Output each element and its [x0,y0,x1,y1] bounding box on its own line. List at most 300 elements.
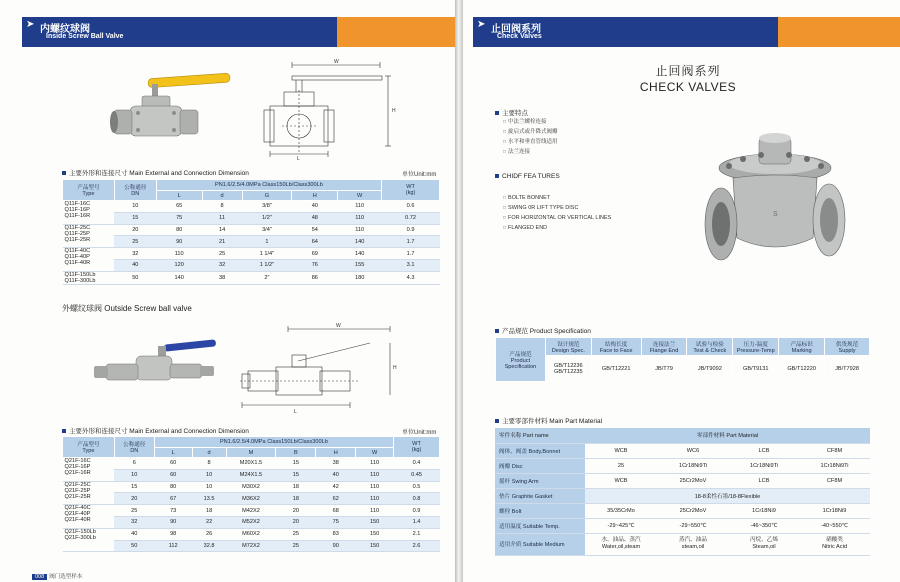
dim2-label-l: L [294,409,297,415]
table-cell: 3/8" [242,201,292,213]
table-cell: 110 [356,458,394,470]
material-row-label: 螺栓 Bolt [495,503,585,518]
spec-header-zh: 产品标识 [790,341,813,348]
table-row [63,481,440,493]
table-row [63,201,440,213]
spec-header [733,338,779,356]
table-cell: 0.9 [394,505,440,517]
type-cell [63,224,115,248]
table-cell: 10 [114,469,154,481]
table2-unit: 单位Unit:mm [402,430,437,436]
right-header-band [473,17,900,47]
table-cell: 80 [156,224,202,236]
table1-head-dn: 公称通径 DN [114,180,156,201]
left-footer [32,572,82,580]
table-cell: 40 [292,201,338,213]
table-cell: 0.9 [382,224,440,236]
material-cell [585,533,657,555]
table-cell: 65 [156,201,202,213]
type-cell [63,248,115,272]
chevron-right-icon: ➤ [477,19,486,30]
right-header-title-zh: 止回阀系列 [491,24,541,35]
medium-zh: 蒸汽、油品 [679,537,707,543]
table-cell: 150 [356,540,394,552]
material-cell [799,533,870,555]
feature-item: □ 水平和垂直管线适用 [503,137,558,147]
table-cell: 1.7 [382,248,440,260]
features-zh-list [503,117,558,157]
table-cell: 2.6 [394,540,440,552]
type-cell [63,528,115,552]
table2-section-title: 主要外形和连接尺寸 Main External and Connection Dimension [62,426,249,435]
table-cell: 10 [114,201,156,213]
feature-item: □ 旋启式或升降式阀瓣 [503,127,558,137]
table-cell: 86 [292,271,338,284]
outside-screw-valve-drawing [240,325,400,417]
table-row [63,493,440,505]
table1-head-group: PN1.6/2.5/4.0MPa Class150Lb/Class300Lb [156,180,381,191]
table-cell: 22 [192,516,226,528]
table-row [495,488,870,503]
table-cell: 20 [114,224,156,236]
table-cell: 26 [192,528,226,540]
spec-header [825,338,870,356]
table-cell: 11 [202,212,242,224]
type-name: Q21F-16C [64,458,91,464]
material-cell: -29~550℃ [657,518,729,533]
material-cell: LCB [729,443,799,458]
table-cell: 25 [276,540,316,552]
outside-screw-valve-photo [92,340,227,400]
material-head-material: 零部件材料 Part Material [585,428,870,443]
right-header-title-en: Check Valves [497,33,542,40]
table-cell: 98 [154,528,192,540]
table-row [63,528,440,540]
table1-subhead: L [156,191,202,201]
table-row [63,259,440,271]
table-cell: 120 [156,259,202,271]
table-cell: 75 [316,516,356,528]
material-cell: 1Cr18Ni9Ti [657,458,729,473]
type-name: Q21F-16P [64,464,91,470]
table-cell: 155 [338,259,382,271]
spec-header [545,338,591,356]
table-cell: 3/4" [242,224,292,236]
dim-label-l: L [297,156,300,162]
material-cell: 25Cr2MoV [657,503,729,518]
table-cell: 48 [292,212,338,224]
spec-header-en: Flange End [649,347,679,354]
table-cell: 140 [338,236,382,248]
table-row [63,469,440,481]
material-cell: -46~350℃ [729,518,799,533]
material-cell: 18-8柔性石墨/18-8Flexible [585,488,870,503]
page-title-en: CHECK VALVES [639,80,737,94]
spec-header-zh: 连接法兰 [652,341,676,348]
table-cell: 32.8 [192,540,226,552]
spec-header-zh: 设计规范 [557,341,580,348]
table-cell: 64 [292,236,338,248]
table2-head-wt: WT (kg) [394,437,440,458]
material-head-part: 零件名称 Part name [495,428,585,443]
table-cell: 40 [114,528,154,540]
table-row [63,458,440,470]
table2-head-dn: 公称通径 DN [114,437,154,458]
type-cell [63,201,115,225]
table2-subhead: L [154,448,192,458]
material-row-label: 适用温度 Suitable Temp. [495,518,585,533]
table1-head-wt: WT (kg) [382,180,440,201]
dim2-label-h: H [393,365,397,371]
spec-value [641,356,687,382]
feature-item: □ 法兰连接 [503,147,558,157]
material-table [495,428,870,556]
page-number: 008 [32,574,47,580]
table-row [63,271,440,284]
material-cell: WCB [585,443,657,458]
table2-subhead: d [192,448,226,458]
material-cell: 25Cr2MoV [657,473,729,488]
type-cell [63,481,115,505]
type-name: Q11F-25R [64,236,91,243]
feature-item: □ FLANGED END [503,223,611,233]
material-cell: 1Cr18Ni9Ti [799,458,870,473]
table-cell: 13.5 [192,493,226,505]
features-en-title: CHIDF FEA TURES [495,173,560,180]
table-cell: 150 [356,516,394,528]
table-cell: 6 [114,458,154,470]
material-cell [657,533,729,555]
table-cell: 3.1 [382,259,440,271]
type-name: Q21F-40C [64,505,91,512]
table-cell: 50 [114,540,154,552]
table-cell: 180 [338,271,382,284]
spec-header [687,338,733,356]
table-cell: 69 [292,248,338,260]
spec-value [733,356,779,382]
table-cell: 110 [356,481,394,493]
table-cell: 150 [356,528,394,540]
spec-value [779,356,825,382]
table-cell: 0.4 [394,458,440,470]
spec-header-en: Face to Face [599,347,633,354]
table1-section-title: 主要外形和连接尺寸 Main External and Connection Dimension [62,168,249,177]
table-cell: 140 [338,248,382,260]
table-cell: 18 [276,493,316,505]
table-row [63,212,440,224]
table-cell: 110 [356,505,394,517]
spec-value [825,356,870,382]
left-header-title-zh: 内螺纹球阀 [40,24,90,35]
table-cell: 62 [316,493,356,505]
spec-row-label: 产品规范 Product Specification [496,338,546,382]
table-cell: 18 [192,505,226,517]
spec-header-en: Pressure-Temp [736,347,775,354]
table-row [495,518,870,533]
type-name: Q11F-16P [64,207,90,213]
table2-subhead: W [356,448,394,458]
table-row [63,236,440,248]
table-cell: 20 [114,493,154,505]
product-spec-table [495,337,870,382]
valve-body-marking-icon: S [773,211,778,218]
type-name: Q11F-300Lb [64,277,96,284]
spec-header-en: Marking [791,347,812,354]
material-cell [729,533,799,555]
table-cell: 110 [338,201,382,213]
table1-unit: 单位Unit:mm [402,172,437,178]
table-cell: 25 [114,236,156,248]
type-name: Q21F-25R [64,493,91,500]
feature-item: □ 中法兰螺栓连接 [503,117,558,127]
type-name: Q21F-16R [64,470,91,476]
material-row-label: 阀瓣 Disc [495,458,585,473]
table-cell: 20 [276,505,316,517]
features-en-list [503,193,611,233]
table-cell: 0.6 [382,201,440,213]
table-cell: 112 [154,540,192,552]
spec-value-line: GB/T12235 [554,368,583,375]
type-name: Q11F-16R [64,213,91,219]
spec-header [641,338,687,356]
feature-item: □ BOLTE BONNET [503,193,611,203]
table-cell: 90 [316,540,356,552]
spec-header-zh: 试验与检验 [695,341,724,348]
table-cell: 54 [292,224,338,236]
medium-zh: 丙烷、乙烯 [750,537,778,543]
spec-header-zh: 供货规范 [835,341,859,348]
material-row-label: 适用介质 Suitable Medium [495,533,585,555]
table-cell: 40 [114,259,156,271]
table-cell: 110 [356,493,394,505]
type-cell [63,458,115,482]
table-row [495,443,870,458]
table-cell: 1/2" [242,212,292,224]
type-name: Q11F-25P [64,230,90,237]
table-cell: 83 [316,528,356,540]
spec-header-zh: 结构长度 [605,341,628,348]
table2-subhead: M [226,448,276,458]
table-cell: M42X2 [226,505,276,517]
page-title-zh: 止回阀系列 [655,64,721,78]
table1-subhead: H [292,191,338,201]
left-header-title-en: Inside Screw Ball Valve [46,33,124,40]
table-cell: 60 [154,458,192,470]
medium-zh: 水、油品、蒸汽 [601,537,641,543]
table2-subhead: B [276,448,316,458]
medium-en: Nitric Acid [822,544,847,550]
material-cell: WCB [585,473,657,488]
table1-head-type: 产品型号 Type [63,180,115,201]
table-cell: 32 [202,259,242,271]
table1-subhead: G [242,191,292,201]
outside-valve-title: 外螺纹球阀 Outside Screw ball valve [62,304,192,313]
table-cell: 38 [316,458,356,470]
spec-value-line: GB/T9131 [743,365,769,372]
table-cell: 60 [154,469,192,481]
material-cell: 35/35CrMo [585,503,657,518]
table-cell: M24X1.5 [226,469,276,481]
table-cell: 110 [356,469,394,481]
outside-dimension-table [62,436,440,552]
spec-value-line: GB/T12220 [787,365,816,372]
spec-value-line: GB/T12236 [554,362,583,369]
type-name: Q21F-40P [64,511,91,518]
table2-head-type: 产品型号 Type [63,437,115,458]
table-cell: 110 [338,212,382,224]
table-cell: M30X2 [226,481,276,493]
table-cell: 50 [114,271,156,284]
material-cell: -40~550℃ [799,518,870,533]
table2-head-group: PN1.6/2.5/4.0MPa Class150Lb/Class300Lb [154,437,393,448]
material-section-title: 主要零部件材料 Main Part Material [495,416,602,425]
table-cell: 1.7 [382,236,440,248]
table-cell: 4.3 [382,271,440,284]
table-cell: M52X2 [226,516,276,528]
book-gutter [455,0,463,582]
table-cell: 40 [316,469,356,481]
material-row-label: 阀体、阀盖 Body,Bonnet [495,443,585,458]
material-cell: WC6 [657,443,729,458]
spec-header-en: Test & Check [693,347,727,354]
table-cell: 8 [202,201,242,213]
table-cell: 15 [276,458,316,470]
material-cell: CF8M [799,473,870,488]
table-cell: 15 [114,481,154,493]
table-cell: 42 [316,481,356,493]
left-header-band [22,17,455,47]
table-cell: 1 1/2" [242,259,292,271]
table-cell: 0.45 [394,469,440,481]
spec-value-line: GB/T12221 [601,365,631,372]
table-cell: 2" [242,271,292,284]
table-cell: 1.4 [394,516,440,528]
table-cell: 67 [154,493,192,505]
table-cell: 21 [202,236,242,248]
chevron-right-icon: ➤ [26,19,35,30]
table1-subhead: W [338,191,382,201]
table-cell: 76 [292,259,338,271]
table-row [63,248,440,260]
spec-header-en: Design Spec. [551,347,585,354]
table1-subhead: d [202,191,242,201]
type-name: Q21F-25C [64,481,91,488]
table-cell: 15 [114,212,156,224]
medium-en: steam,oil [681,544,705,550]
table-cell: 1 [242,236,292,248]
type-name: Q21F-25P [64,487,91,494]
table-cell: 20 [276,516,316,528]
type-name: Q21F-40R [64,517,91,524]
inside-screw-valve-photo [108,68,233,148]
spec-header [779,338,825,356]
table-cell: 110 [156,248,202,260]
material-cell: 25 [585,458,657,473]
type-name: Q11F-40P [64,254,90,261]
material-cell: 1Cr18Ni9 [799,503,870,518]
table-cell: 38 [202,271,242,284]
spec-value [591,356,641,382]
table-cell: 32 [114,516,154,528]
table-row [495,503,870,518]
table-cell: 25 [202,248,242,260]
table-cell: 75 [156,212,202,224]
table-cell: 140 [156,271,202,284]
type-name: Q11F-16C [64,201,91,207]
table-cell: 73 [154,505,192,517]
material-cell: CF8M [799,443,870,458]
type-name: Q11F-25C [64,224,91,231]
table-cell: 15 [276,469,316,481]
inside-dimension-table [62,179,440,285]
spec-header-en: Supply [838,347,856,354]
right-page [463,0,900,582]
type-name: Q11F-150Lb [64,271,96,278]
spec-value [687,356,733,382]
table-cell: 25 [114,505,154,517]
material-cell: 1Cr18Ni9 [729,503,799,518]
table-cell: 0.8 [394,493,440,505]
feature-item: □ SWING 0R LIFT TYPE DISC [503,203,611,213]
dim-label-w: W [334,59,339,65]
features-title: 主要特点 [495,108,528,117]
spec-value-line: JB/T7928 [835,365,860,372]
table-cell: 14 [202,224,242,236]
type-cell [63,505,115,529]
table-row [495,458,870,473]
table-cell: 80 [154,481,192,493]
medium-en: Water,oil,steam [601,544,641,550]
spec-header [591,338,641,356]
medium-zh: 硝酸类 [826,537,843,543]
type-name: Q21F-150Lb [64,528,96,535]
table-cell: 0.72 [382,212,440,224]
spec-value [545,356,591,382]
dim2-label-w: W [336,323,341,329]
check-valve-photo [703,128,853,288]
table-row [63,224,440,236]
table-cell: M60X2 [226,528,276,540]
table-cell: 110 [338,224,382,236]
feature-item: □ FOR HORIZONTAL OR VERTICAL LINES [503,213,611,223]
dim-label-h: H [392,108,396,114]
material-row-label: 垫片 Graphite Gasket [495,488,585,503]
table-cell: 18 [276,481,316,493]
table2-subhead: H [316,448,356,458]
table-cell: 10 [192,481,226,493]
type-name: Q21F-300Lb [64,534,96,541]
material-cell: LCB [729,473,799,488]
table-cell: 90 [154,516,192,528]
type-name: Q11F-40C [64,248,91,255]
spec-value-line: JB/T9092 [697,365,722,372]
type-cell [63,271,115,284]
material-row-label: 摇杆 Swing Arm [495,473,585,488]
table-row [63,505,440,517]
medium-en: Steam,oil [752,544,776,550]
spec-value-line: JB/T79 [655,365,673,372]
material-cell: -29~425℃ [585,518,657,533]
table-cell: 68 [316,505,356,517]
inside-screw-valve-drawing [262,60,402,160]
table-cell: M72X2 [226,540,276,552]
footer-text: 阀门选型样本 [49,574,83,580]
table-cell: 0.5 [394,481,440,493]
material-cell: 1Cr18Ni9Ti [729,458,799,473]
spec-header-zh: 压力-温度 [743,341,768,348]
table-row [495,473,870,488]
table-row [63,540,440,552]
